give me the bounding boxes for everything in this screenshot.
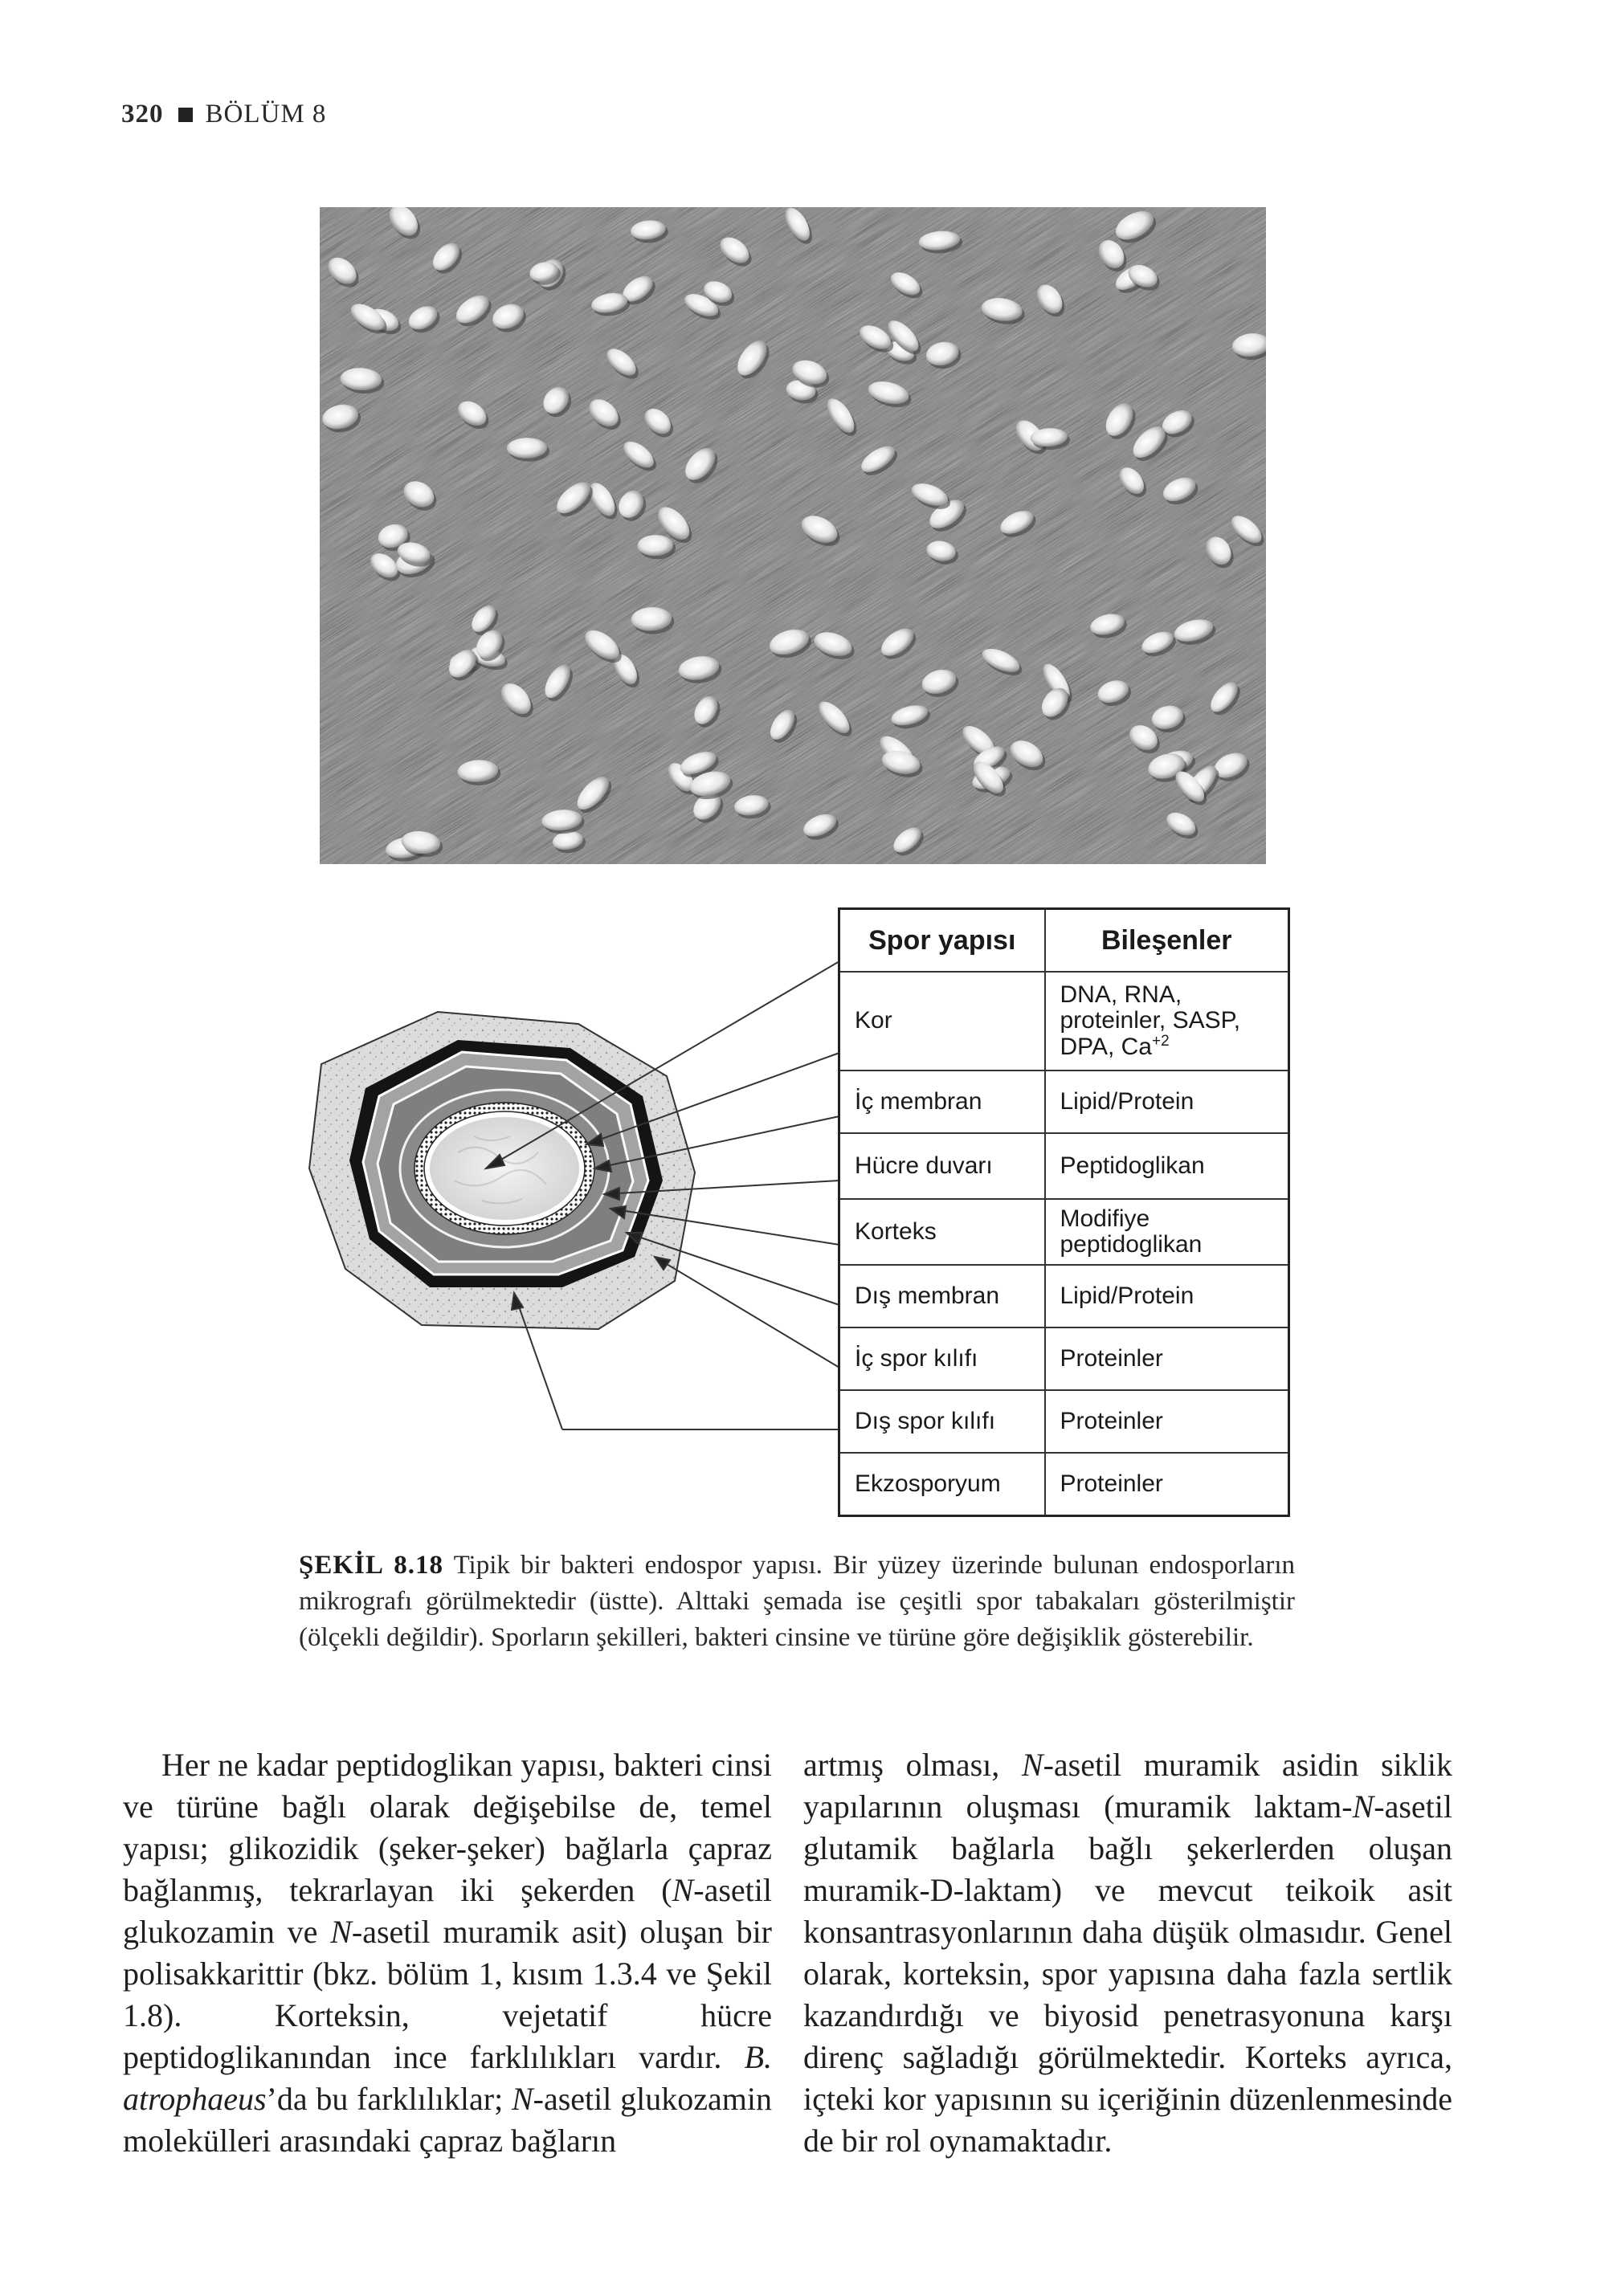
- table-row: [839, 1133, 1289, 1199]
- components-cell: Modifiye peptidoglikan: [1045, 1199, 1289, 1265]
- chapter-label: BÖLÜM 8: [205, 100, 327, 128]
- italic-run: N: [1352, 1788, 1374, 1825]
- structure-cell: Kor: [839, 972, 1045, 1071]
- text-run: -asetil muramik asidin siklik yapılarının oluşması (muramik laktam-: [803, 1747, 1453, 1825]
- structure-cell: İç spor kılıfı: [839, 1327, 1045, 1390]
- table-header-row: [839, 909, 1289, 973]
- body-column-right: [803, 1744, 1452, 2162]
- text-run: -asetil glukozamin molekülleri arasındaki çapraz bağların: [123, 2081, 772, 2159]
- page-number: 320: [121, 100, 164, 128]
- structure-cell: Hücre duvarı: [839, 1133, 1045, 1199]
- structure-cell: Dış spor kılıfı: [839, 1390, 1045, 1453]
- structure-cell: Ekzosporyum: [839, 1453, 1045, 1515]
- body-column-left: [123, 1744, 772, 2162]
- table-row: [839, 1453, 1289, 1515]
- table-row: [839, 1071, 1289, 1133]
- structure-cell: Korteks: [839, 1199, 1045, 1265]
- structure-cell: İç membran: [839, 1071, 1045, 1133]
- figure-caption-text: Tipik bir bakteri endospor yapısı. Bir yüzey üzerinde bulunan endosporların mikrografı görülmektedir (üstte). Alttaki şemada ise çeşitli spor tabakaları gösterilmiştir (ölçekli değildir). Sporların şekilleri, bakteri cinsine ve türüne göre değişiklik gösterebilir.: [299, 1551, 1296, 1652]
- components-text: DNA, RNA, proteinler, SASP, DPA, Ca: [1060, 981, 1241, 1061]
- table-row: [839, 972, 1289, 1071]
- components-cell: Peptidoglikan: [1045, 1133, 1289, 1199]
- italic-run: N: [330, 1914, 352, 1950]
- text-run: Her ne kadar peptidoglikan yapısı, bakteri cinsi ve türüne bağlı olarak değişebilse de, temel yapısı; glikozidik (şeker-şeker) bağlarla çapraz bağlanmış, tekrarlayan iki şekerden (: [123, 1747, 772, 1908]
- components-superscript: +2: [1151, 1033, 1170, 1050]
- italic-run: N: [511, 2081, 533, 2117]
- text-run: ’da bu farklılıklar;: [266, 2081, 512, 2117]
- core-shape: [430, 1117, 579, 1220]
- table-row: [839, 1327, 1289, 1390]
- text-run: -asetil glutamik bağlarla bağlı şekerlerden oluşan muramik-D-laktam) ve mevcut teikoik asit konsantrasyonlarının daha düşük olmasıdır. Genel olarak, korteksin, spor yapısına daha fazla sertlik kazandırdığı ve biyosid penetrasyonuna karşı direnç sağladığı görülmektedir. Korteks ayrıca, içteki kor yapısının su içeriğinin düzenlenmesinde de bir rol oynamaktadır.: [803, 1788, 1452, 2159]
- structure-cell: Dış membran: [839, 1265, 1045, 1327]
- components-cell: Proteinler: [1045, 1327, 1289, 1390]
- components-cell: Proteinler: [1045, 1390, 1289, 1453]
- table-row: [839, 1265, 1289, 1327]
- components-cell: Lipid/Protein: [1045, 1265, 1289, 1327]
- table-row: [839, 1199, 1289, 1265]
- components-cell: Proteinler: [1045, 1453, 1289, 1515]
- spore-components-table: [838, 907, 1290, 1517]
- spore-micrograph: [320, 207, 1266, 864]
- page-header: [121, 100, 326, 129]
- header-structure: Spor yapısı: [839, 909, 1045, 973]
- text-run: artmış olması,: [803, 1747, 1022, 1783]
- italic-run: N: [672, 1872, 694, 1908]
- header-components: Bileşenler: [1045, 909, 1289, 973]
- components-cell: [1045, 972, 1289, 1071]
- square-bullet-icon: [178, 108, 193, 122]
- figure-caption: [299, 1548, 1295, 1656]
- italic-run: N: [1021, 1747, 1043, 1783]
- components-cell: Lipid/Protein: [1045, 1071, 1289, 1133]
- text-run: -asetil muramik asit) oluşan bir polisakkarittir (bkz. bölüm 1, kısım 1.3.4 ve Şekil 1.8). Korteksin, vejetatif hücre peptidoglikanından ince farklılıkları vardır.: [123, 1914, 772, 2075]
- italic-run: B. atrophaeus: [123, 2039, 772, 2117]
- text-run: -asetil glukozamin ve: [123, 1872, 772, 1950]
- table-row: [839, 1390, 1289, 1453]
- figure-label: ŞEKİL 8.18: [299, 1551, 443, 1580]
